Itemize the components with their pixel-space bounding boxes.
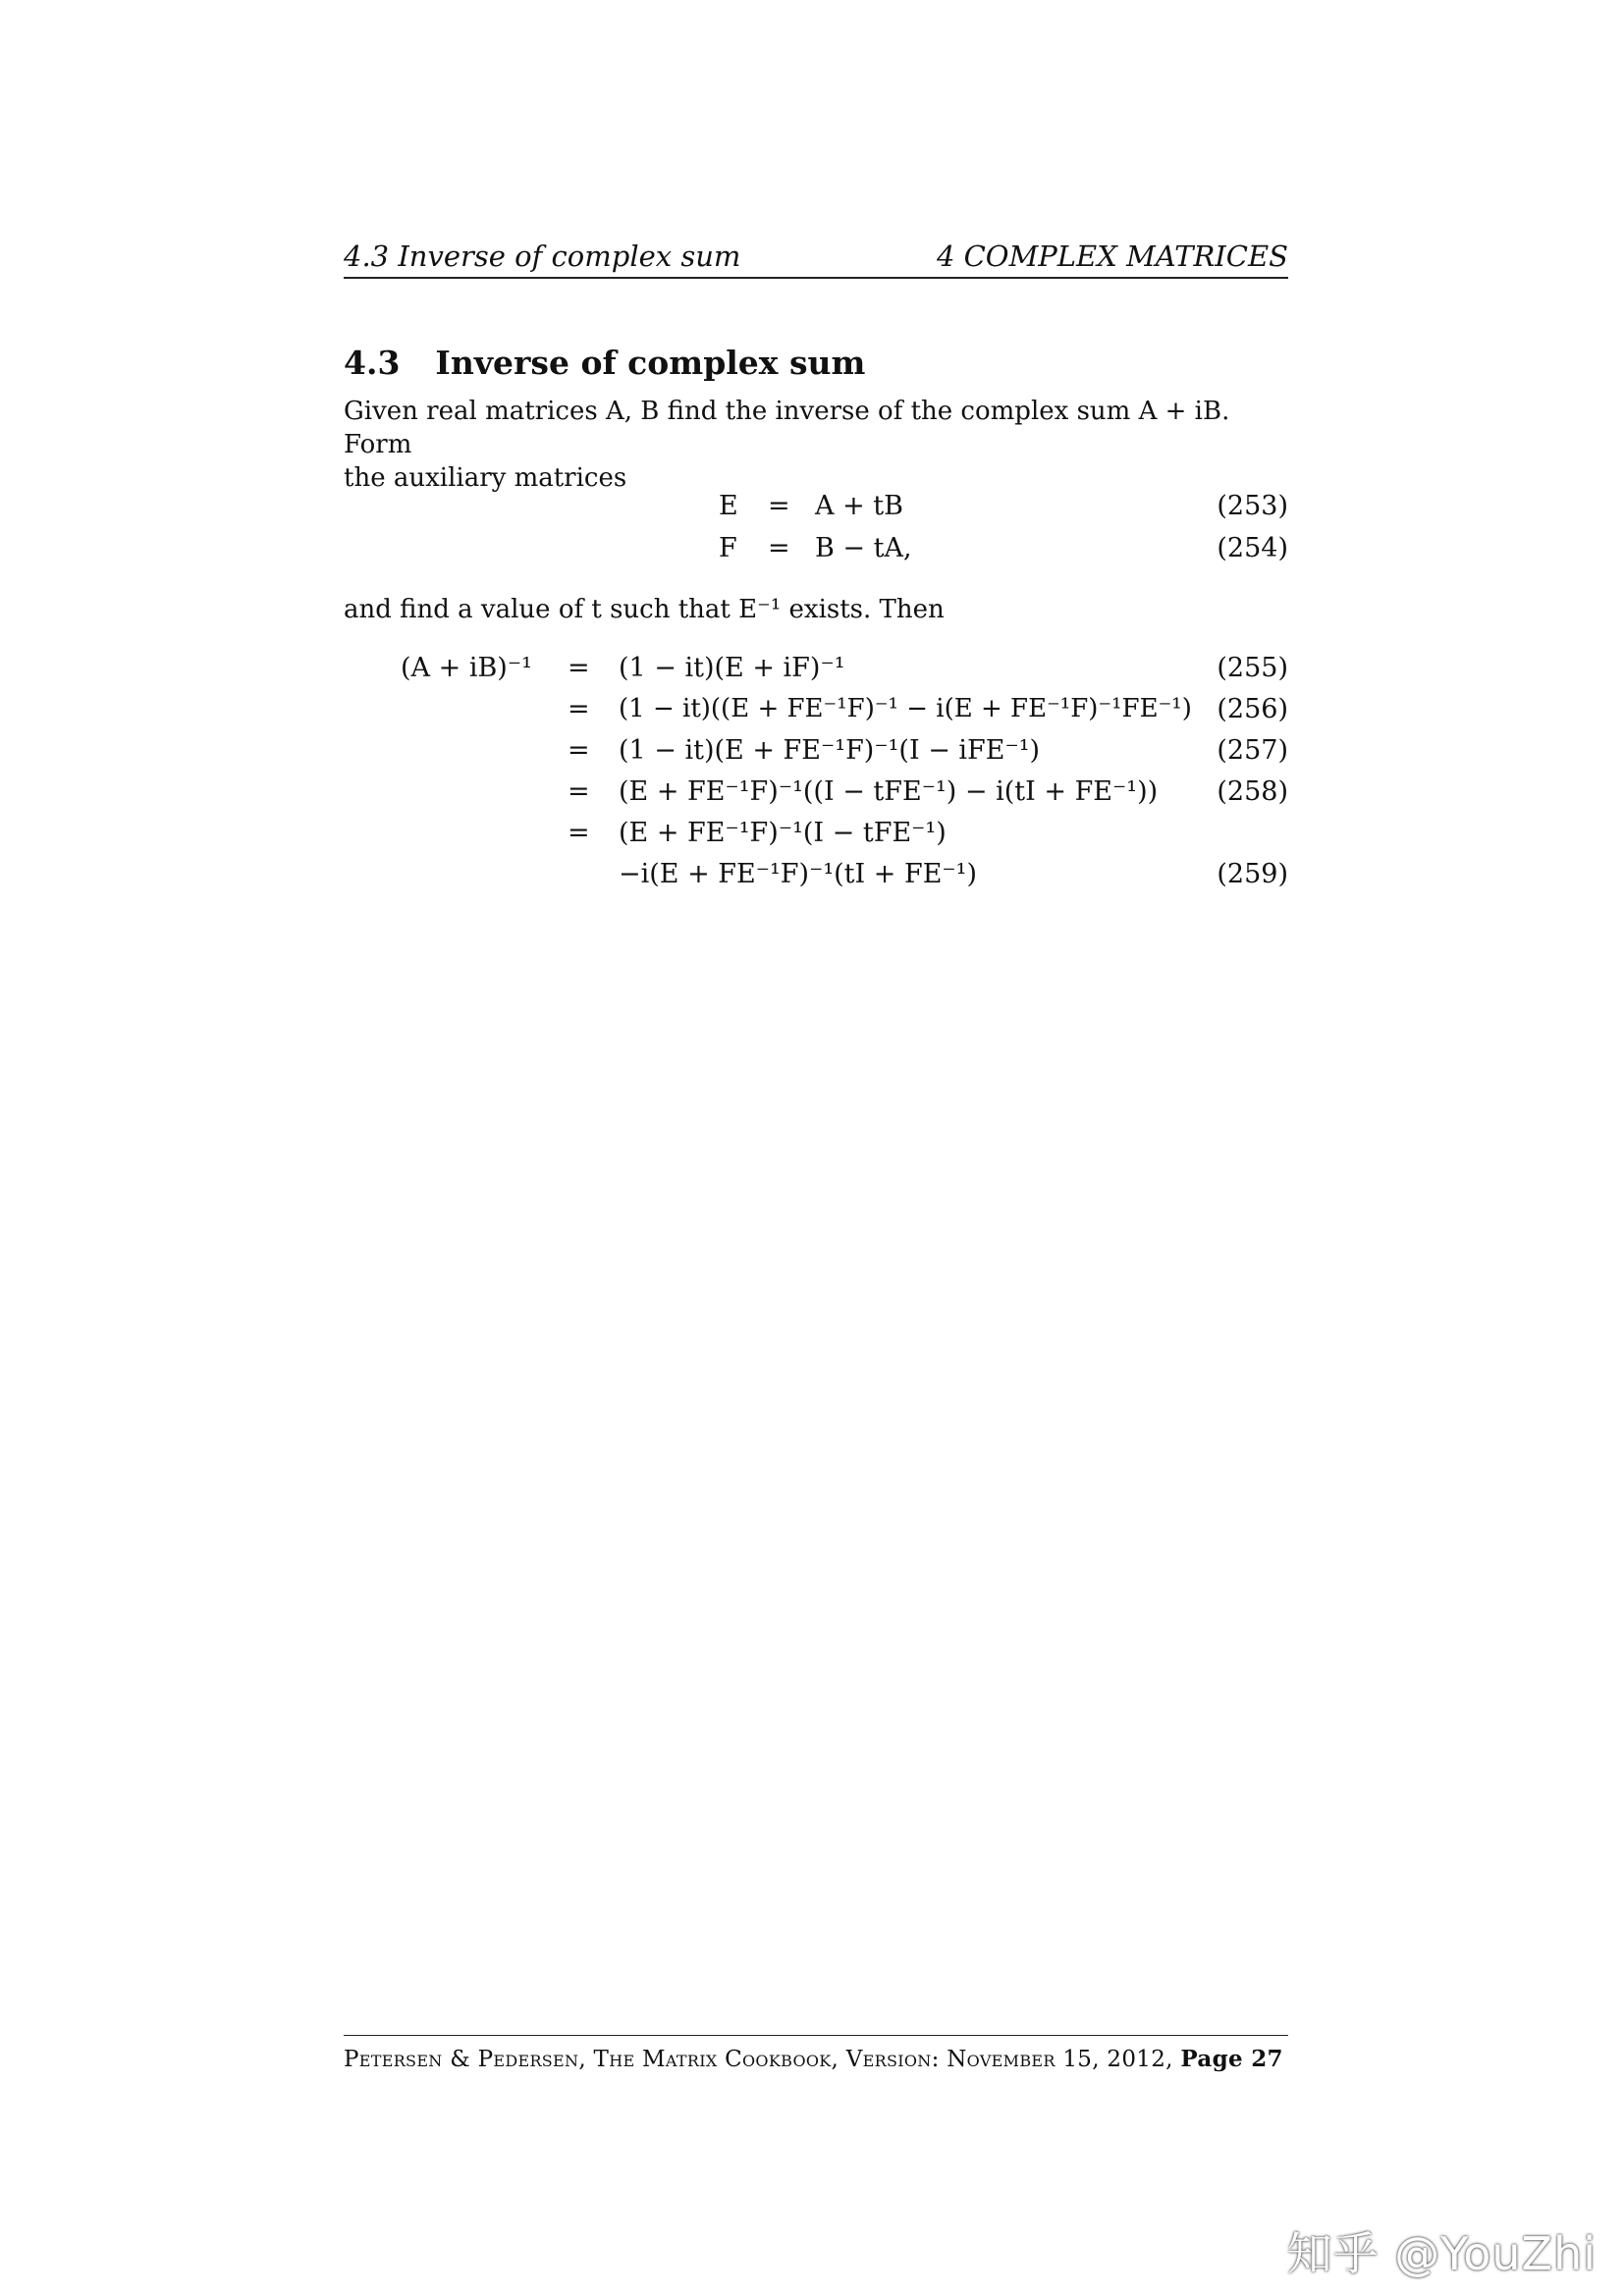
eq-rhs: (1 − it)((E + FE⁻¹F)⁻¹ − i(E + FE⁻¹F)⁻¹FE⁻¹) [619,694,1192,723]
eq-lhs: E [719,491,738,521]
section-number: 4.3 [344,344,401,382]
eq-rel: = [568,735,590,766]
eq-number: (259) [1217,859,1288,889]
eq-rhs: B − tA, [815,533,912,563]
section-heading [344,344,865,382]
page-footer [344,2035,1288,2072]
header-left: 4.3 Inverse of complex sum [344,240,741,273]
middle-text: and find a value of t such that E⁻¹ exists. Then [344,595,945,624]
eq-rhs: (E + FE⁻¹F)⁻¹((I − tFE⁻¹) − i(tI + FE⁻¹)) [619,776,1159,807]
eq-number: (258) [1217,776,1288,807]
footer-text: Petersen & Pedersen, The Matrix Cookbook, Version: November 15, 2012, [344,2047,1181,2072]
page-number: Page 27 [1180,2046,1283,2072]
eq-rel: = [568,776,590,807]
eq-number: (257) [1217,735,1288,766]
eq-rel: = [568,653,590,683]
eq-rel: = [568,694,590,724]
eq-rhs: (1 − it)(E + iF)⁻¹ [619,653,845,683]
intro-paragraph [344,395,1288,495]
eq-number: (256) [1217,694,1288,724]
eq-number: (253) [1217,491,1288,521]
eq-rel: = [568,818,590,848]
eq-rhs: A + tB [815,491,903,521]
watermark: 知乎 @YouZhi [1286,2227,1597,2280]
section-title: Inverse of complex sum [435,344,866,382]
running-header [344,238,1288,279]
eq-rhs: (1 − it)(E + FE⁻¹F)⁻¹(I − iFE⁻¹) [619,735,1041,766]
intro-line-2: the auxiliary matrices [344,463,627,493]
eq-lhs: (A + iB)⁻¹ [401,653,532,683]
eq-number: (254) [1217,533,1288,563]
eq-rhs: −i(E + FE⁻¹F)⁻¹(tI + FE⁻¹) [619,859,978,889]
eq-lhs: F [719,533,737,563]
eq-rel: = [768,533,790,563]
eq-number: (255) [1217,653,1288,683]
intro-line-1: Given real matrices A, B find the inverse of the complex sum A + iB. Form [344,397,1230,459]
eq-rhs: (E + FE⁻¹F)⁻¹(I − tFE⁻¹) [619,818,947,848]
header-right: 4 COMPLEX MATRICES [936,240,1288,273]
eq-rel: = [768,491,790,521]
